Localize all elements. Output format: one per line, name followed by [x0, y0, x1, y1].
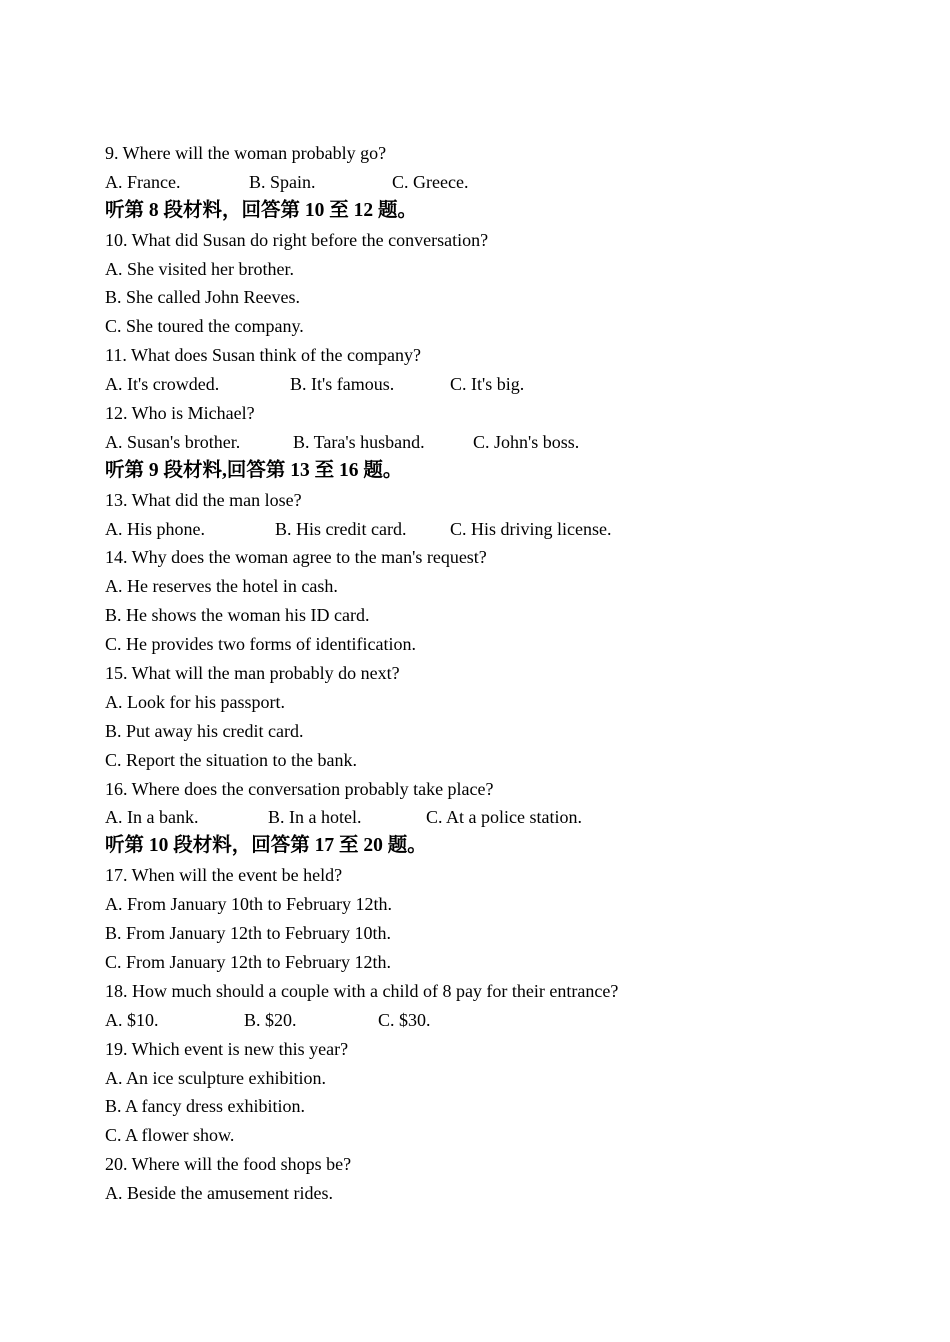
options-row-18 — [105, 1006, 865, 1035]
section-heading-8: 听第 8 段材料，回答第 10 至 12 题。 — [105, 199, 418, 221]
option-c: C. Report the situation to the bank. — [105, 749, 357, 770]
option-b: B. She called John Reeves. — [105, 287, 300, 308]
options-row-16 — [105, 803, 865, 832]
question-17: 17. When will the event be held? — [105, 865, 343, 886]
option-a: A. He reserves the hotel in cash. — [105, 576, 338, 597]
question-9: 9. Where will the woman probably go? — [105, 143, 387, 163]
option-c: C. He provides two forms of identification. — [105, 634, 416, 655]
option-c: C. $30. — [378, 1009, 431, 1030]
option-b: B. His credit card. — [275, 518, 407, 539]
question-18: 18. How much should a couple with a child of 8 pay for their entrance? — [105, 980, 619, 1001]
option-c: C. Greece. — [392, 171, 469, 192]
option-a: A. It's crowded. — [105, 374, 220, 395]
option-b: B. In a hotel. — [268, 807, 362, 828]
option-b: B. From January 12th to February 10th. — [105, 923, 391, 944]
option-a: A. She visited her brother. — [105, 258, 294, 279]
options-row-12 — [105, 428, 865, 457]
option-a: A. Susan's brother. — [105, 431, 241, 452]
option-b: B. It's famous. — [290, 374, 395, 395]
option-c: C. From January 12th to February 12th. — [105, 951, 391, 972]
option-a: A. In a bank. — [105, 807, 199, 828]
option-c: C. At a police station. — [426, 807, 582, 828]
option-b: B. He shows the woman his ID card. — [105, 605, 370, 626]
question-19: 19. Which event is new this year? — [105, 1038, 349, 1059]
option-c: C. John's boss. — [473, 431, 580, 452]
question-16: 16. Where does the conversation probably take place? — [105, 778, 494, 799]
options-row-13 — [105, 515, 865, 544]
question-15: 15. What will the man probably do next? — [105, 663, 400, 684]
question-12: 12. Who is Michael? — [105, 403, 255, 424]
option-a: A. France. — [105, 171, 181, 192]
options-row-9 — [105, 168, 865, 197]
option-b: B. A fancy dress exhibition. — [105, 1096, 305, 1117]
question-20: 20. Where will the food shops be? — [105, 1154, 352, 1175]
option-a: A. Look for his passport. — [105, 691, 285, 712]
option-a: A. $10. — [105, 1009, 159, 1030]
question-14: 14. Why does the woman agree to the man's request? — [105, 547, 487, 568]
question-13: 13. What did the man lose? — [105, 489, 302, 510]
option-a: A. From January 10th to February 12th. — [105, 894, 392, 915]
question-11: 11. What does Susan think of the company? — [105, 345, 421, 366]
options-row-11 — [105, 370, 865, 399]
option-b: B. Spain. — [249, 171, 316, 192]
option-b: B. Put away his credit card. — [105, 720, 304, 741]
section-heading-9: 听第 9 段材料,回答第 13 至 16 题。 — [105, 459, 403, 481]
option-b: B. $20. — [244, 1009, 297, 1030]
option-c: C. She toured the company. — [105, 316, 304, 337]
section-heading-10: 听第 10 段材料，回答第 17 至 20 题。 — [105, 835, 427, 857]
option-c: C. A flower show. — [105, 1125, 235, 1146]
exam-page — [105, 139, 865, 1208]
option-a: A. An ice sculpture exhibition. — [105, 1067, 326, 1088]
option-a: A. His phone. — [105, 518, 205, 539]
option-b: B. Tara's husband. — [293, 431, 425, 452]
option-a: A. Beside the amusement rides. — [105, 1183, 333, 1204]
question-10: 10. What did Susan do right before the conversation? — [105, 229, 489, 250]
option-c: C. His driving license. — [450, 518, 612, 539]
option-c: C. It's big. — [450, 374, 525, 395]
